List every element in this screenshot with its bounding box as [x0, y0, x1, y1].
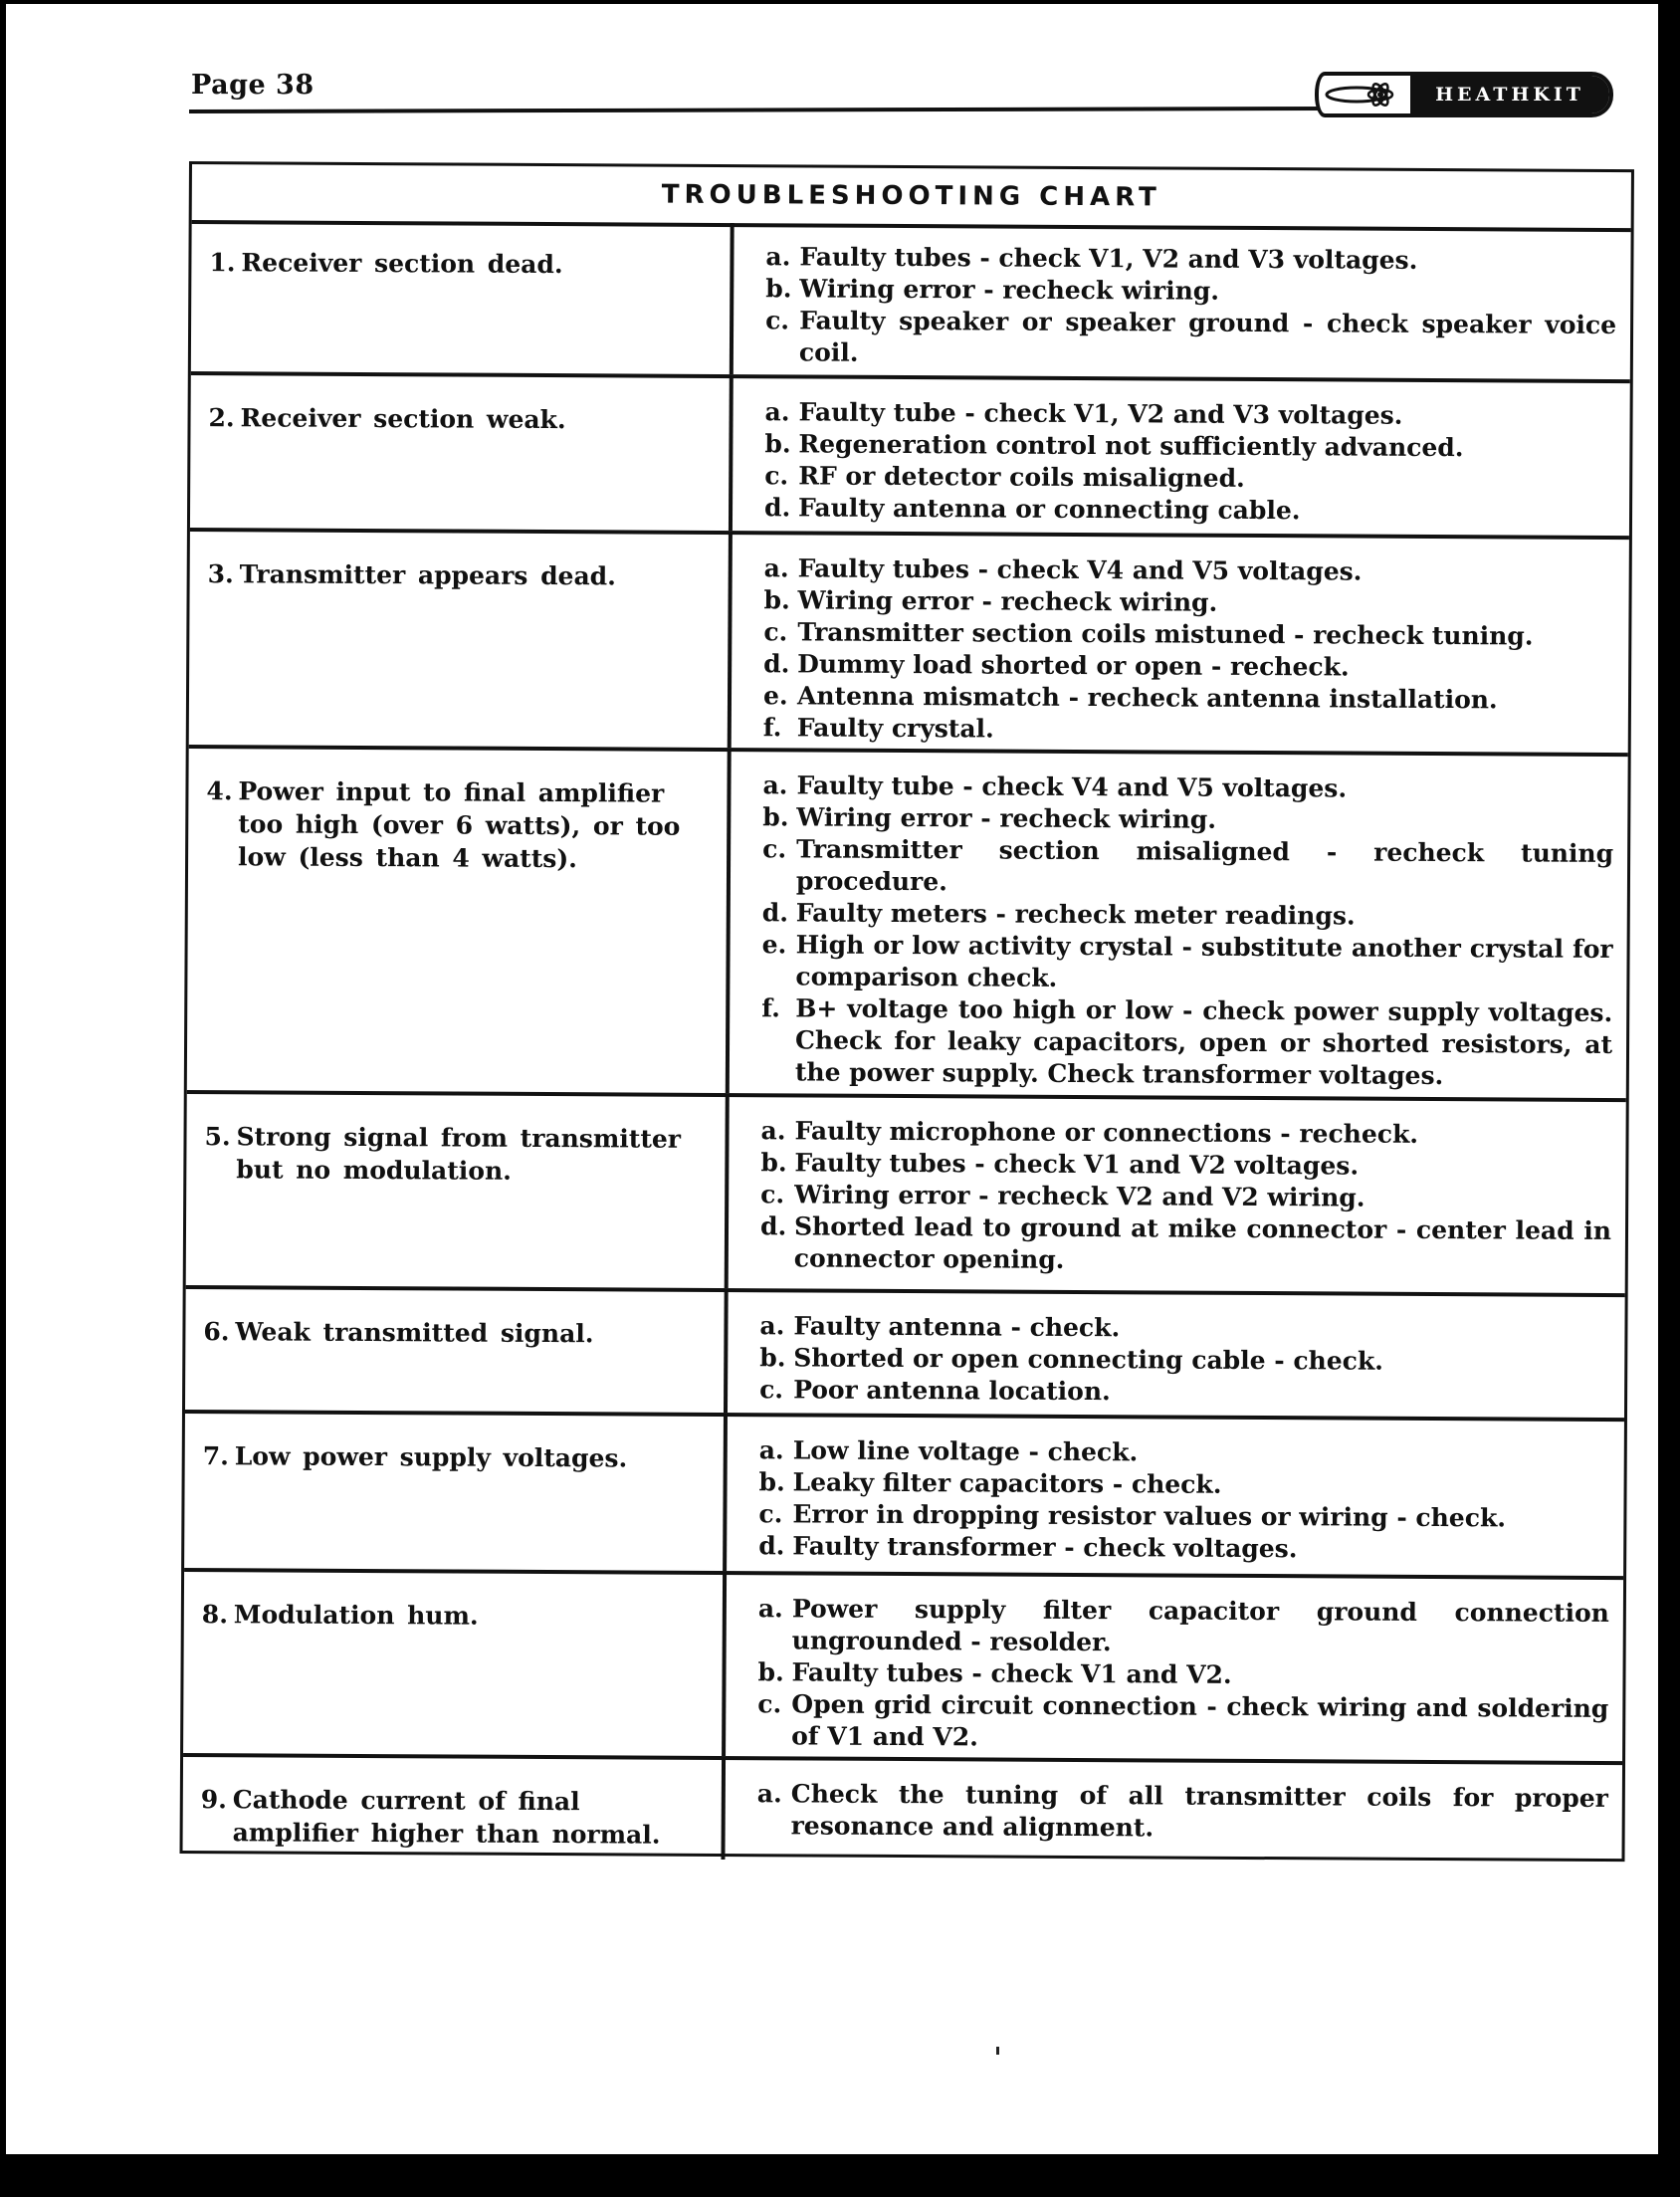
cause-text: Faulty antenna or connecting cable. [797, 493, 1301, 526]
cause-item [759, 1342, 1610, 1379]
cause-letter: a. [764, 397, 790, 427]
table-row [185, 1289, 1625, 1422]
table-row [191, 220, 1631, 383]
cause-letter: a. [756, 1779, 782, 1809]
cause-letter: c. [760, 1180, 785, 1209]
causes-cell [730, 752, 1628, 1098]
cause-item [763, 648, 1614, 685]
cause-text: Leaky filter capacitors - check. [792, 1467, 1222, 1499]
cause-item [764, 492, 1615, 529]
cause-letter: c. [764, 461, 789, 491]
cause-letter: b. [762, 802, 789, 832]
cause-item [765, 396, 1616, 433]
cause-letter: a. [765, 242, 791, 272]
cause-letter: e. [761, 930, 787, 960]
cause-text: RF or detector coils misaligned. [798, 461, 1245, 493]
cause-letter: d. [758, 1531, 785, 1561]
cause-item [765, 305, 1616, 373]
causes-cell [725, 1760, 1622, 1865]
cause-letter: b. [757, 1657, 784, 1687]
cause-item [763, 584, 1614, 621]
cause-item [765, 241, 1616, 278]
cause-letter: f. [762, 713, 782, 743]
cause-text: Faulty speaker or speaker ground - check speaker voice coil. [798, 306, 1617, 367]
cause-item [765, 273, 1616, 310]
causes-cell [734, 223, 1631, 379]
causes-cell [727, 1417, 1624, 1576]
cause-item [763, 616, 1614, 653]
problem-text: Weak transmitted signal. [235, 1317, 594, 1349]
table-row [186, 1094, 1626, 1297]
cause-item [758, 1593, 1609, 1661]
problem-cell [183, 1572, 727, 1756]
cause-letter: c. [759, 1375, 784, 1405]
cause-text: Antenna mismatch - recheck antenna installation. [796, 681, 1498, 715]
cause-text: Regeneration control not sufficiently advanced. [798, 429, 1464, 463]
cause-text: Faulty meters - recheck meter readings. [795, 898, 1356, 931]
cause-item [764, 428, 1615, 465]
problem-cell [191, 220, 735, 374]
cause-text: Transmitter section coils mistuned - recheck tuning. [797, 617, 1534, 651]
problem-text: Cathode current of final amplifier higher than normal. [232, 1785, 661, 1850]
cause-item [760, 1115, 1611, 1152]
cause-item [764, 552, 1615, 589]
cause-text: Error in dropping resistor values or wiring - check. [792, 1499, 1507, 1533]
cause-item [759, 1374, 1610, 1411]
cause-item [758, 1498, 1609, 1535]
cause-item [762, 801, 1613, 838]
cause-letter: b. [765, 274, 792, 304]
cause-text: Faulty tube - check V4 and V5 voltages. [796, 770, 1348, 803]
cause-text: Faulty tubes - check V1 and V2 voltages. [794, 1148, 1360, 1181]
problem-number: 1. [209, 248, 236, 278]
problem-cell [189, 532, 733, 748]
cause-letter: f. [761, 993, 780, 1023]
problem-number: 7. [202, 1441, 229, 1471]
cause-letter: a. [758, 1435, 784, 1465]
cause-item [761, 929, 1612, 997]
cause-item [757, 1656, 1608, 1693]
cause-letter: a. [762, 770, 788, 800]
table-title: TROUBLESHOOTING CHART [192, 164, 1631, 232]
cause-text: Low line voltage - check. [792, 1435, 1139, 1467]
table-row [184, 1414, 1624, 1580]
cause-item [759, 1466, 1610, 1503]
cause-item [764, 460, 1615, 497]
table-row [182, 1757, 1622, 1865]
cause-item [762, 769, 1613, 806]
scan-speck [996, 2047, 999, 2055]
cause-letter: d. [761, 898, 789, 928]
cause-text: Poor antenna location. [793, 1375, 1111, 1407]
cause-text: Transmitter section misaligned - recheck tuning procedure. [795, 834, 1614, 897]
cause-letter: b. [759, 1343, 786, 1373]
cause-text: Faulty tube - check V1, V2 and V3 voltages. [798, 397, 1403, 430]
problem-cell [190, 375, 734, 531]
cause-text: Wiring error - recheck wiring. [796, 802, 1217, 834]
cause-letter: a. [757, 1594, 783, 1624]
problem-cell [185, 1289, 729, 1413]
problem-cell [186, 1094, 730, 1288]
cause-text: Dummy load shorted or open - recheck. [797, 649, 1350, 682]
cause-text: Wiring error - recheck V2 and V2 wiring. [794, 1180, 1365, 1212]
problem-number: 4. [206, 776, 233, 806]
header-rule [189, 107, 1334, 113]
cause-item [760, 1147, 1611, 1184]
cause-letter: b. [758, 1467, 785, 1497]
cause-text: Faulty transformer - check voltages. [792, 1531, 1298, 1564]
cause-text: Shorted or open connecting cable - check. [793, 1343, 1384, 1376]
cause-item [759, 1434, 1610, 1471]
cause-letter: c. [758, 1499, 783, 1529]
causes-cell [733, 378, 1630, 536]
problem-cell [187, 749, 732, 1093]
problem-cell [184, 1414, 728, 1571]
scanned-page [6, 4, 1658, 2154]
problem-text: Receiver section dead. [241, 248, 563, 280]
cause-text: B+ voltage too high or low - check power supply voltages. Check for leaky capacitors, open or shorted resistors, at the power supply. Check transformer voltages. [794, 993, 1613, 1091]
causes-cell [726, 1575, 1623, 1761]
cause-item [763, 712, 1614, 749]
cause-letter: c. [762, 834, 787, 864]
cause-text: Power supply filter capacitor ground connection ungrounded - resolder. [791, 1594, 1609, 1657]
problem-text: Transmitter appears dead. [239, 559, 616, 591]
cause-text: Wiring error - recheck wiring. [799, 274, 1220, 306]
cause-item [762, 897, 1613, 934]
problem-cell [182, 1757, 726, 1860]
problem-number: 6. [203, 1317, 230, 1347]
causes-cell [728, 1292, 1625, 1418]
cause-item [763, 680, 1614, 717]
page-number: Page 38 [191, 70, 315, 101]
problem-number: 2. [208, 403, 235, 433]
cause-item [757, 1778, 1608, 1847]
problem-text: Receiver section weak. [240, 403, 566, 435]
cause-item [760, 1179, 1611, 1215]
cause-text: Open grid circuit connection - check wiring and soldering of V1 and V2. [791, 1689, 1609, 1752]
cause-item [762, 833, 1613, 902]
cause-text: Faulty tubes - check V1, V2 and V3 voltages. [799, 242, 1418, 275]
cause-letter: d. [763, 649, 790, 679]
cause-item [758, 1530, 1609, 1567]
cause-letter: b. [764, 429, 791, 459]
atom-emblem-icon [1319, 76, 1410, 113]
cause-letter: a. [763, 553, 789, 583]
problem-text: Strong signal from transmitter but no modulation. [236, 1122, 682, 1186]
cause-letter: b. [763, 585, 790, 615]
table-row [189, 532, 1629, 757]
problem-number: 3. [207, 559, 234, 589]
problem-number: 8. [201, 1600, 229, 1630]
causes-cell [729, 1097, 1626, 1293]
cause-letter: d. [763, 493, 791, 523]
cause-letter: b. [760, 1148, 787, 1178]
cause-letter: a. [759, 1311, 785, 1341]
cause-letter: c. [757, 1689, 782, 1719]
troubleshooting-table [180, 161, 1634, 1862]
cause-text: Faulty antenna - check. [793, 1311, 1121, 1343]
problem-text: Low power supply voltages. [234, 1441, 628, 1473]
problem-number: 5. [204, 1122, 231, 1152]
table-row [187, 749, 1628, 1102]
cause-text: Faulty crystal. [796, 713, 994, 744]
cause-text: Faulty tubes - check V1 and V2. [791, 1657, 1232, 1689]
table-row [190, 375, 1630, 540]
cause-item [759, 1310, 1610, 1347]
heathkit-logo [1315, 72, 1613, 117]
cause-letter: e. [762, 681, 788, 711]
causes-cell [732, 535, 1629, 753]
logo-brand-text: HEATHKIT [1410, 76, 1609, 113]
cause-letter: c. [763, 617, 788, 647]
cause-text: High or low activity crystal - substitute another crystal for comparison check. [795, 930, 1613, 992]
table-row [183, 1572, 1623, 1765]
cause-letter: d. [759, 1211, 787, 1241]
cause-text: Wiring error - recheck wiring. [797, 585, 1218, 617]
cause-text: Faulty microphone or connections - recheck. [794, 1116, 1419, 1149]
cause-item [757, 1688, 1608, 1757]
cause-item [761, 992, 1613, 1093]
cause-text: Check the tuning of all transmitter coils for proper resonance and alignment. [790, 1779, 1608, 1843]
cause-text: Shorted lead to ground at mike connector - center lead in connector opening. [793, 1211, 1612, 1274]
cause-item [760, 1210, 1611, 1279]
cause-letter: c. [765, 306, 790, 335]
cause-letter: a. [760, 1116, 786, 1146]
problem-text: Power input to final amplifier too high (over 6 watts), or too low (less than 4 watts). [238, 776, 681, 874]
cause-text: Faulty tubes - check V4 and V5 voltages. [797, 553, 1363, 586]
problem-text: Modulation hum. [233, 1600, 479, 1631]
problem-number: 9. [200, 1785, 227, 1815]
